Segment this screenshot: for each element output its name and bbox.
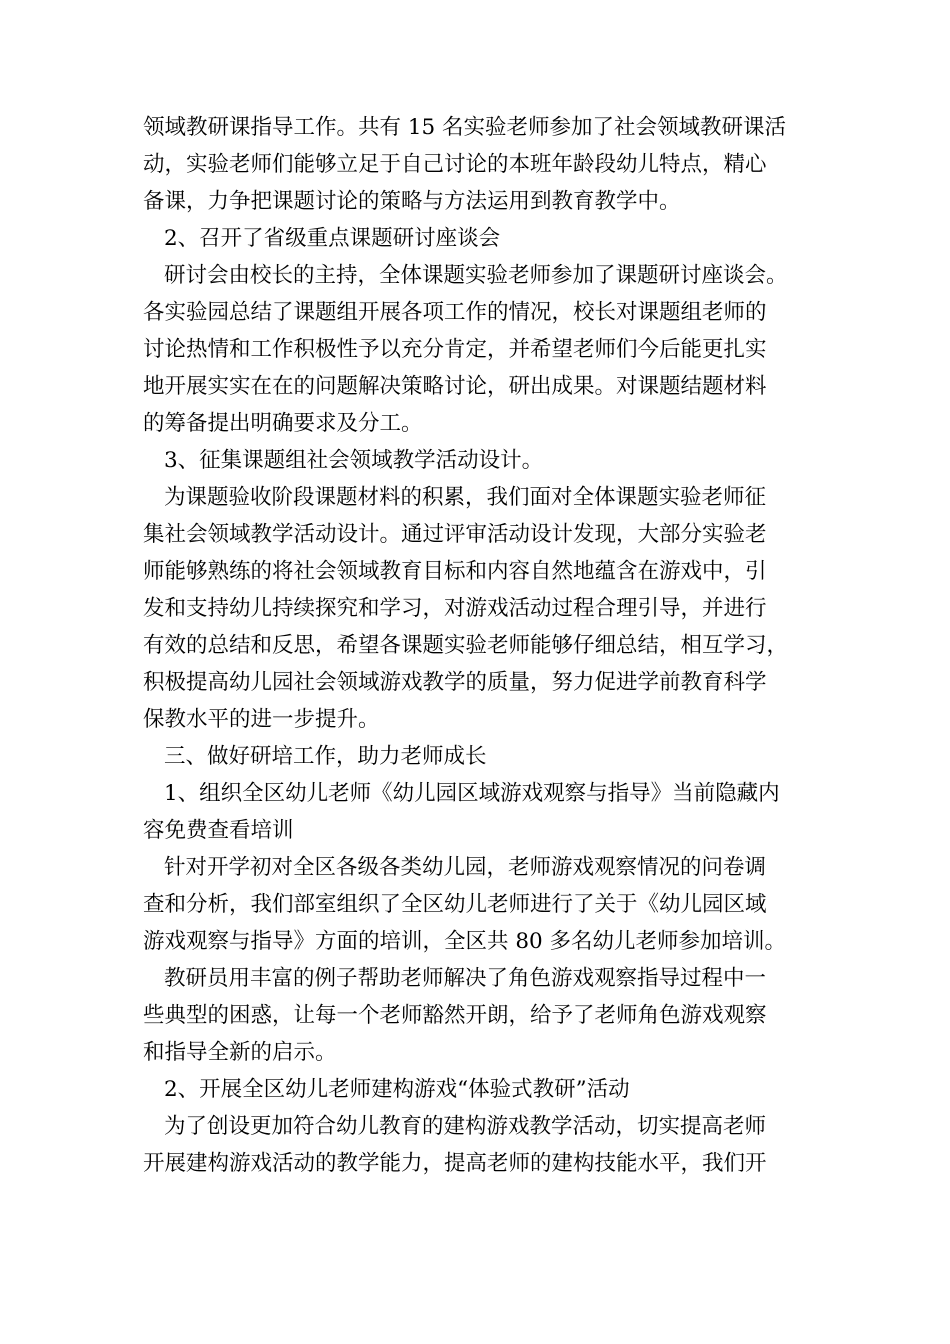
text-line: 2、开展全区幼儿老师建构游戏“体验式教研”活动 xyxy=(164,1077,630,1102)
text-line: 为了创设更加符合幼儿教育的建构游戏教学活动，切实提高老师 xyxy=(164,1114,767,1139)
text-line: 游戏观察与指导》方面的培训，全区共 80 多名幼儿老师参加培训。 xyxy=(143,929,787,954)
text-line: 1、组织全区幼儿老师《幼儿园区域游戏观察与指导》当前隐藏内 xyxy=(164,781,780,806)
text-line: 3、征集课题组社会领域教学活动设计。 xyxy=(164,448,544,473)
text-line: 集社会领域教学活动设计。通过评审活动设计发现，大部分实验老 xyxy=(143,522,767,547)
text-line: 地开展实实在在的问题解决策略讨论，研出成果。对课题结题材料 xyxy=(143,374,767,399)
text-line: 开展建构游戏活动的教学能力，提高老师的建构技能水平，我们开 xyxy=(143,1151,767,1176)
text-line: 教研员用丰富的例子帮助老师解决了角色游戏观察指导过程中一 xyxy=(164,966,767,991)
text-line: 各实验园总结了课题组开展各项工作的情况，校长对课题组老师的 xyxy=(143,300,767,325)
text-line: 积极提高幼儿园社会领域游戏教学的质量，努力促进学前教育科学 xyxy=(143,670,767,695)
text-line: 发和支持幼儿持续探究和学习，对游戏活动过程合理引导，并进行 xyxy=(143,596,767,621)
text-line: 有效的总结和反思，希望各课题实验老师能够仔细总结，相互学习， xyxy=(143,633,789,658)
text-line: 师能够熟练的将社会领域教育目标和内容自然地蕴含在游戏中，引 xyxy=(143,559,767,584)
text-line: 的筹备提出明确要求及分工。 xyxy=(143,411,423,436)
text-line: 研讨会由校长的主持，全体课题实验老师参加了课题研讨座谈会。 xyxy=(164,263,788,288)
text-line: 为课题验收阶段课题材料的积累，我们面对全体课题实验老师征 xyxy=(164,485,767,510)
text-line: 查和分析，我们部室组织了全区幼儿老师进行了关于《幼儿园区域 xyxy=(143,892,767,917)
text-line: 讨论热情和工作积极性予以充分肯定，并希望老师们今后能更扎实 xyxy=(143,337,767,362)
text-line: 和指导全新的启示。 xyxy=(143,1040,337,1065)
document-body xyxy=(143,109,823,1182)
text-line: 针对开学初对全区各级各类幼儿园，老师游戏观察情况的问卷调 xyxy=(164,855,767,880)
text-line: 动，实验老师们能够立足于自己讨论的本班年龄段幼儿特点，精心 xyxy=(143,152,767,177)
text-line: 容免费查看培训 xyxy=(143,818,294,843)
text-line: 些典型的困惑，让每一个老师豁然开朗，给予了老师角色游戏观察 xyxy=(143,1003,767,1028)
text-line: 领域教研课指导工作。共有 15 名实验老师参加了社会领域教研课活 xyxy=(143,115,787,140)
text-line: 保教水平的进一步提升。 xyxy=(143,707,380,732)
text-line: 备课，力争把课题讨论的策略与方法运用到教育教学中。 xyxy=(143,189,681,214)
text-line: 2、召开了省级重点课题研讨座谈会 xyxy=(164,226,501,251)
text-line: 三、做好研培工作，助力老师成长 xyxy=(164,744,487,769)
